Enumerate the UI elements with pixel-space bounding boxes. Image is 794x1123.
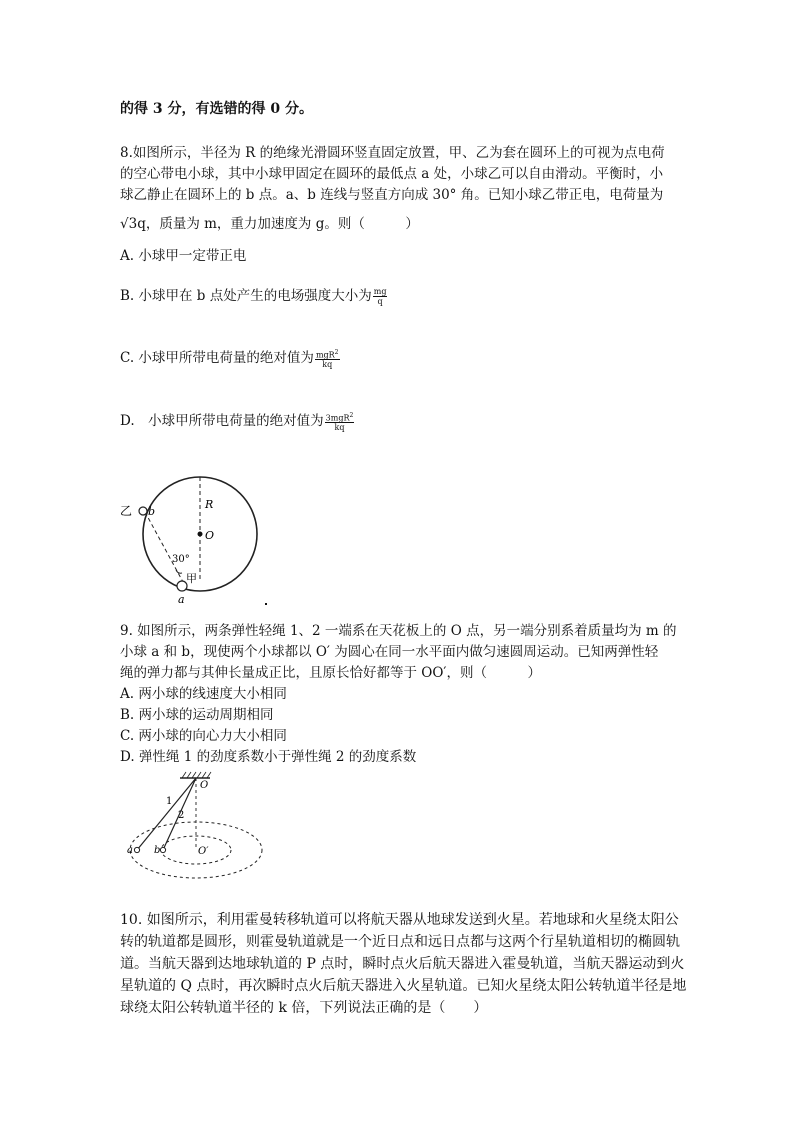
ball-b — [139, 507, 147, 515]
q8-option-b — [120, 284, 387, 306]
sqrt3: √3 — [120, 216, 138, 232]
stray-dot — [265, 603, 267, 605]
label-jia: 甲 — [186, 572, 197, 585]
q8-option-d — [120, 409, 354, 432]
label-a: a — [178, 593, 185, 606]
fraction-c — [315, 348, 340, 370]
q9-option-d: D. 弹性绳 1 的劲度系数小于弹性绳 2 的劲度系数 — [120, 749, 417, 765]
label-O: O — [200, 780, 209, 791]
label-O-prime: O′ — [198, 846, 209, 857]
q10-line-3: 道。当航天器到达地球轨道的 P 点时，瞬时点火后航天器进入霍曼轨道，当航天器运动到火 — [120, 956, 685, 972]
q8-line-4 — [120, 212, 419, 232]
q8-option-c — [120, 346, 340, 369]
fraction-b-num: mg — [373, 287, 387, 296]
fraction-d-den: kq — [334, 423, 345, 433]
fraction-d-sup: 2 — [349, 411, 354, 419]
q9-elastic-figure — [124, 770, 284, 890]
fraction-b-den: q — [377, 297, 383, 306]
fraction-c-num: mgR — [315, 350, 335, 360]
q10-line-2: 转的轨道都是圆形，则霍曼轨道就是一个近日点和远日点都与这两个行星轨道相切的椭圆轨 — [120, 934, 680, 950]
fraction-c-sup: 2 — [334, 348, 339, 356]
q10-line-5: 球绕太阳公转轨道半径的 k 倍，下列说法正确的是（ ） — [120, 1000, 488, 1016]
q8-option-d-text: D. 小球甲所带电荷量的绝对值为 — [120, 413, 324, 429]
label-1: 1 — [166, 796, 173, 807]
ball-a — [134, 847, 139, 852]
label-R: R — [205, 498, 214, 511]
ceiling-hatch — [182, 772, 211, 778]
q8-line-4-rest: q，质量为 m，重力加速度为 g。则（ ） — [137, 216, 419, 232]
label-yi: 乙 — [120, 504, 133, 518]
q9-option-b: B. 两小球的运动周期相同 — [120, 707, 274, 723]
q9-line-1: 9. 如图所示，两条弹性轻绳 1、2 一端系在天花板上的 O 点，另一端分别系着质量均为 m 的 — [120, 623, 677, 639]
fraction-c-den: kq — [322, 360, 333, 370]
label-angle: 30° — [172, 554, 190, 565]
q8-line-3: 球乙静止在圆环上的 b 点。a、b 连线与竖直方向成 30° 角。已知小球乙带正电，电荷量为 — [120, 187, 664, 203]
q8-line-2: 的空心带电小球，其中小球甲固定在圆环的最低点 a 处，小球乙可以自由滑动。平衡时，小 — [120, 166, 664, 182]
q9-option-c: C. 两小球的向心力大小相同 — [120, 728, 287, 744]
fraction-d — [325, 411, 355, 433]
q10-line-4: 星轨道的 Q 点时，再次瞬时点火后航天器进入火星轨道。已知火星绕太阳公转轨道半径是地 — [120, 978, 687, 994]
label-O: O — [205, 529, 215, 542]
q8-option-a: A. 小球甲一定带正电 — [120, 248, 247, 264]
fraction-b — [373, 287, 388, 306]
label-2: 2 — [178, 810, 185, 821]
q8-option-c-text: C. 小球甲所带电荷量的绝对值为 — [120, 350, 314, 366]
center-point — [198, 532, 203, 537]
q8-line-1: 8.如图所示，半径为 R 的绝缘光滑圆环竖直固定放置，甲、乙为套在圆环上的可视为点电荷 — [120, 145, 665, 161]
q8-option-b-text: B. 小球甲在 b 点处产生的电场强度大小为 — [120, 288, 372, 304]
label-a: a — [127, 845, 133, 856]
label-b: b — [154, 845, 161, 856]
fraction-d-num: 3mgR — [325, 413, 350, 423]
label-b: b — [148, 505, 156, 518]
q10-line-1: 10. 如图所示，利用霍曼转移轨道可以将航天器从地球发送到火星。若地球和火星绕太阳公 — [120, 912, 679, 928]
q8-ring-figure — [116, 470, 276, 610]
q9-line-3: 绳的弹力都与其伸长量成正比，且原长恰好都等于 OO′，则（ ） — [120, 665, 541, 681]
q9-option-a: A. 两小球的线速度大小相同 — [120, 686, 287, 702]
q9-line-2: 小球 a 和 b，现使两个小球都以 O′ 为圆心在同一水平面内做匀速圆周运动。已知两弹性轻 — [120, 644, 659, 660]
intro-text: 的得 3 分，有选错的得 0 分。 — [120, 101, 313, 117]
cord-1 — [137, 778, 196, 850]
ball-b — [160, 847, 165, 852]
